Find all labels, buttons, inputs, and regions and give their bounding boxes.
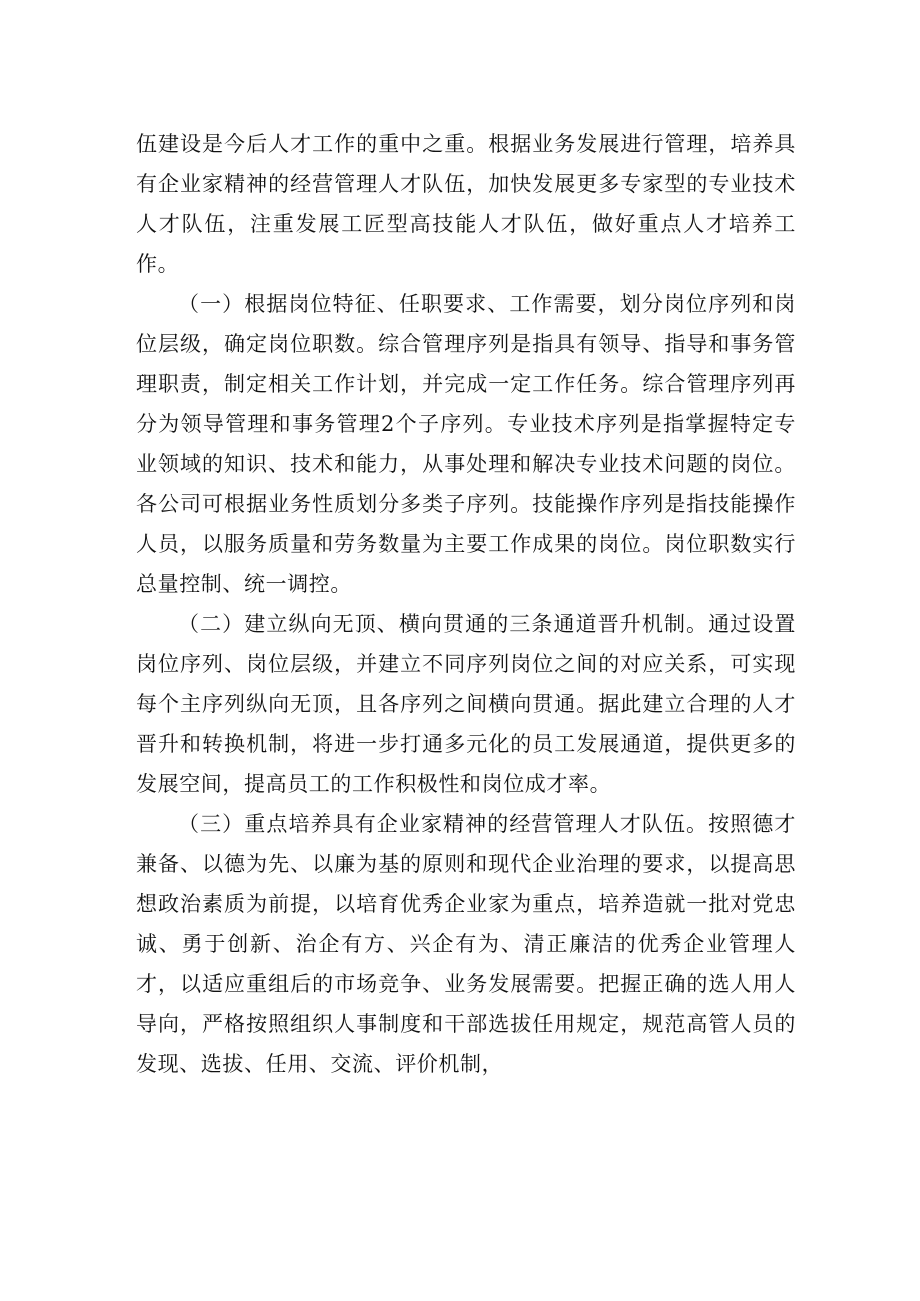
- paragraph-section-2: （二）建立纵向无顶、横向贯通的三条通道晋升机制。通过设置岗位序列、岗位层级，并建立不同序列岗位之间的对应关系，可实现每个主序列纵向无顶，且各序列之间横向贯通。据此建立合理的人才晋升和转换机制，将进一步打通多元化的员工发展通道，提供更多的发展空间，提高员工的工作积极性和岗位成才率。: [136, 612, 796, 796]
- document-body: [136, 124, 796, 1084]
- paragraph-intro: 伍建设是今后人才工作的重中之重。根据业务发展进行管理，培养具有企业家精神的经营管理人才队伍，加快发展更多专家型的专业技术人才队伍，注重发展工匠型高技能人才队伍，做好重点人才培养工作。: [136, 132, 796, 276]
- paragraph-section-1: （一）根据岗位特征、任职要求、工作需要，划分岗位序列和岗位层级，确定岗位职数。综合管理序列是指具有领导、指导和事务管理职责，制定相关工作计划，并完成一定工作任务。综合管理序列再分为领导管理和事务管理2个子序列。专业技术序列是指掌握特定专业领域的知识、技术和能力，从事处理和解决专业技术问题的岗位。各公司可根据业务性质划分多类子序列。技能操作序列是指技能操作人员，以服务质量和劳务数量为主要工作成果的岗位。岗位职数实行总量控制、统一调控。: [136, 292, 796, 596]
- paragraph-section-3: （三）重点培养具有企业家精神的经营管理人才队伍。按照德才兼备、以德为先、以廉为基的原则和现代企业治理的要求，以提高思想政治素质为前提，以培育优秀企业家为重点，培养造就一批对党忠诚、勇于创新、治企有方、兴企有为、清正廉洁的优秀企业管理人才，以适应重组后的市场竞争、业务发展需要。把握正确的选人用人导向，严格按照组织人事制度和干部选拔任用规定，规范高管人员的发现、选拔、任用、交流、评价机制，: [136, 812, 796, 1076]
